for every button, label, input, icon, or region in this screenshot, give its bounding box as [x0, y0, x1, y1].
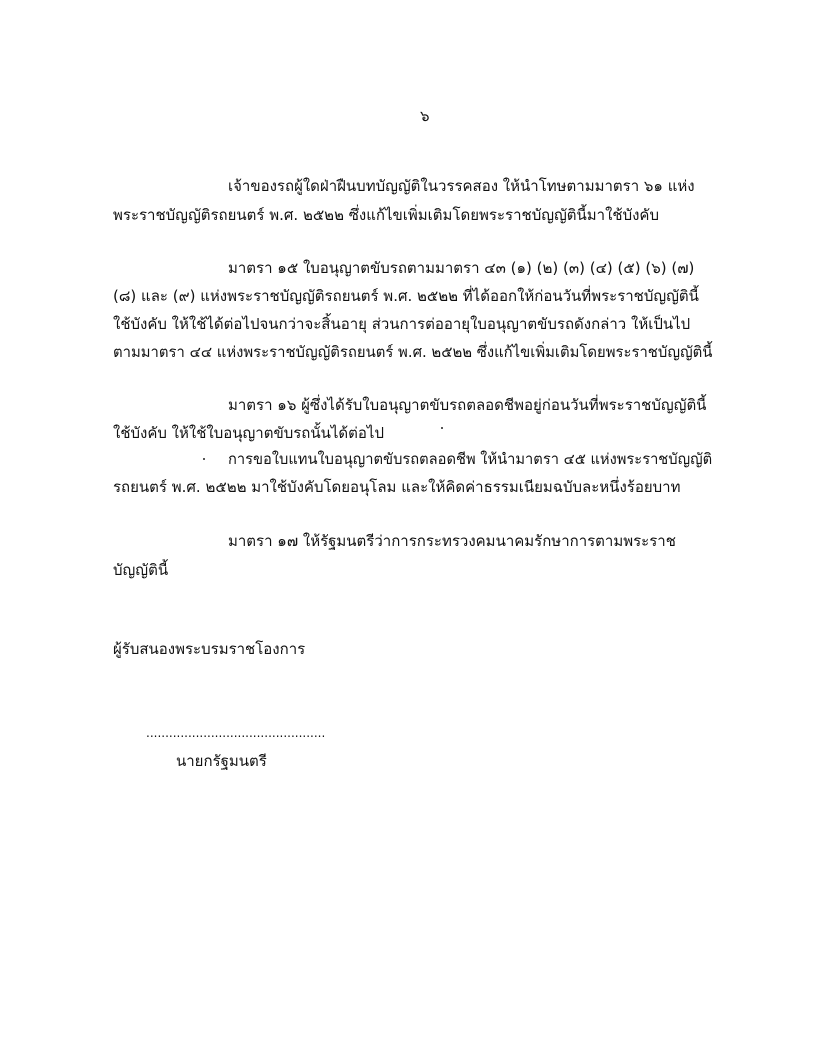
countersign-heading: ผู้รับสนองพระบรมราชโองการ [113, 640, 306, 658]
section-16-line-4: รถยนตร์ พ.ศ. ๒๕๒๒ มาใช้บังคับโดยอนุโลม และให้คิดค่าธรรมเนียมฉบับละหนึ่งร้อยบาท [113, 478, 681, 496]
section-16-line-3: การขอใบแทนใบอนุญาตขับรถตลอดชีพ ให้นำมาตรา ๔๕ แห่งพระราชบัญญัติ [228, 450, 713, 468]
section-15-line-2: (๘) และ (๙) แห่งพระราชบัญญัติรถยนตร์ พ.ศ. ๒๕๒๒ ที่ได้ออกให้ก่อนวันที่พระราชบัญญัตินี้ [113, 287, 699, 305]
section-15-line-3: ใช้บังคับ ให้ใช้ได้ต่อไปจนกว่าจะสิ้นอายุ ส่วนการต่ออายุใบอนุญาตขับรถดังกล่าว ให้เป็นไป [113, 315, 691, 333]
section-15-line-1: มาตรา ๑๕ ใบอนุญาตขับรถตามมาตรา ๔๓ (๑) (๒) (๓) (๔) (๕) (๖) (๗) [228, 259, 695, 277]
page-number: ๖ [420, 107, 430, 125]
section-16-line-1: มาตรา ๑๖ ผู้ซึ่งได้รับใบอนุญาตขับรถตลอดชีพอยู่ก่อนวันที่พระราชบัญญัตินี้ [228, 396, 707, 414]
scan-speck [441, 427, 443, 429]
section-17-line-1: มาตรา ๑๗ ให้รัฐมนตรีว่าการกระทรวงคมนาคมรักษาการตามพระราช [228, 532, 676, 550]
section-17-line-2: บัญญัตินี้ [113, 561, 169, 579]
signature-line: ............................................... [146, 726, 326, 740]
paragraph-1-line-1: เจ้าของรถผู้ใดฝ่าฝืนบทบัญญัติในวรรคสอง ให้นำโทษตามมาตรา ๖๑ แห่ง [228, 177, 695, 195]
paragraph-1-line-2: พระราชบัญญัติรถยนตร์ พ.ศ. ๒๕๒๒ ซึ่งแก้ไขเพิ่มเติมโดยพระราชบัญญัตินี้มาใช้บังคับ [113, 206, 659, 224]
section-16-line-2: ใช้บังคับ ให้ใช้ใบอนุญาตขับรถนั้นได้ต่อไป [113, 424, 384, 442]
section-15-line-4: ตามมาตรา ๔๔ แห่งพระราชบัญญัติรถยนตร์ พ.ศ. ๒๕๒๒ ซึ่งแก้ไขเพิ่มเติมโดยพระราชบัญญัตินี้ [113, 343, 713, 361]
signatory-title: นายกรัฐมนตรี [176, 752, 267, 770]
scan-speck [203, 458, 205, 460]
